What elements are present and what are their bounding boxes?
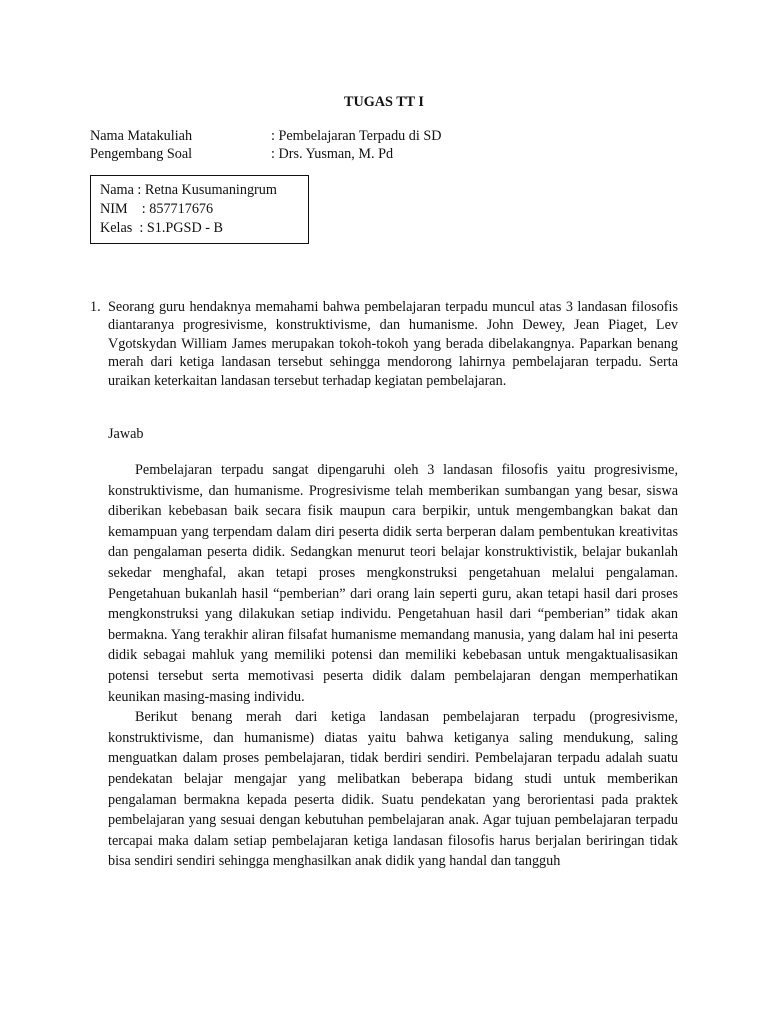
question-number: 1. <box>90 299 101 315</box>
answer-paragraph: Pembelajaran terpadu sangat dipengaruhi oleh 3 landasan filosofis yaitu progresivisme, konstruktivisme, dan humanisme. Progresivisme telah memberikan sumbangan yang besar, siswa diberikan kebebasan baik secara fisik maupun cara berpikir, untuk mengembangkan bakat dan kemampuan yang terpendam dalam diri peserta didik serta berperan dalam pembentukan kreativitas dan pengalaman peserta didik. Sedangkan menurut teori belajar konstruktivistik, belajar bukanlah sekedar menghafal, akan tetapi proses mengkonstruksi pengetahuan melalui pengalaman. Pengetahuan bukanlah hasil “pemberian” dari orang lain seperti guru, akan tetapi hasil dari proses mengkonstruksi yang dilakukan setiap individu. Pengetahuan hasil dari “pemberian” tidak akan bermakna. Yang terakhir aliran filsafat humanisme memandang manusia, yang dalam hal ini peserta didik sebagai mahluk yang memiliki potensi dan memiliki kebebasan untuk mengaktualisasikan potensi tersebut serta memotivasi peserta didik dalam pembelajaran dengan memperhatikan keunikan masing-masing individu. <box>108 462 678 705</box>
course-value: : Pembelajaran Terpadu di SD <box>271 128 442 144</box>
developer-label: Pengembang Soal <box>90 146 193 162</box>
course-label: Nama Matakuliah <box>90 128 193 144</box>
answer-label: Jawab <box>108 426 144 442</box>
developer-value: : Drs. Yusman, M. Pd <box>271 146 394 162</box>
student-class: Kelas : S1.PGSD - B <box>100 220 223 236</box>
student-info-box <box>90 175 309 244</box>
question-item <box>90 298 678 390</box>
student-name: Nama : Retna Kusumaningrum <box>100 182 277 198</box>
question-text: Seorang guru hendaknya memahami bahwa pembelajaran terpadu muncul atas 3 landasan filosofis diantaranya progresivisme, konstruktivisme, dan humanisme. John Dewey, Jean Piaget, Lev Vgotskydan William James merupakan tokoh-tokoh yang berada dibelakangnya. Paparkan benang merah dari ketiga landasan tersebut sehingga mendorong lahirnya pembelajaran terpadu. Serta uraikan keterkaitan landasan tersebut terhadap kegiatan pembelajaran. <box>108 299 678 389</box>
student-nim: NIM : 857717676 <box>100 201 214 217</box>
answer-body <box>108 460 678 872</box>
document-title: TUGAS TT I <box>344 94 424 110</box>
answer-paragraph: Berikut benang merah dari ketiga landasan pembelajaran terpadu (progresivisme, konstruktivisme, dan humanisme) diatas yaitu bahwa ketiganya saling mendukung, saling menguatkan dalam proses pembelajaran, tidak berdiri sendiri. Pembelajaran terpadu adalah suatu pendekatan belajar mengajar yang melibatkan beberapa bidang studi untuk memberikan pengalaman bermakna kepada peserta didik. Suatu pendekatan yang berorientasi pada praktek pembelajaran yang sesuai dengan kebutuhan pembelajaran anak. Agar tujuan pembelajaran terpadu tercapai maka dalam setiap pembelajaran ketiga landasan filosofis harus berjalan beriringan tidak bisa sendiri sendiri sehingga menghasilkan anak didik yang handal dan tangguh <box>108 709 678 870</box>
